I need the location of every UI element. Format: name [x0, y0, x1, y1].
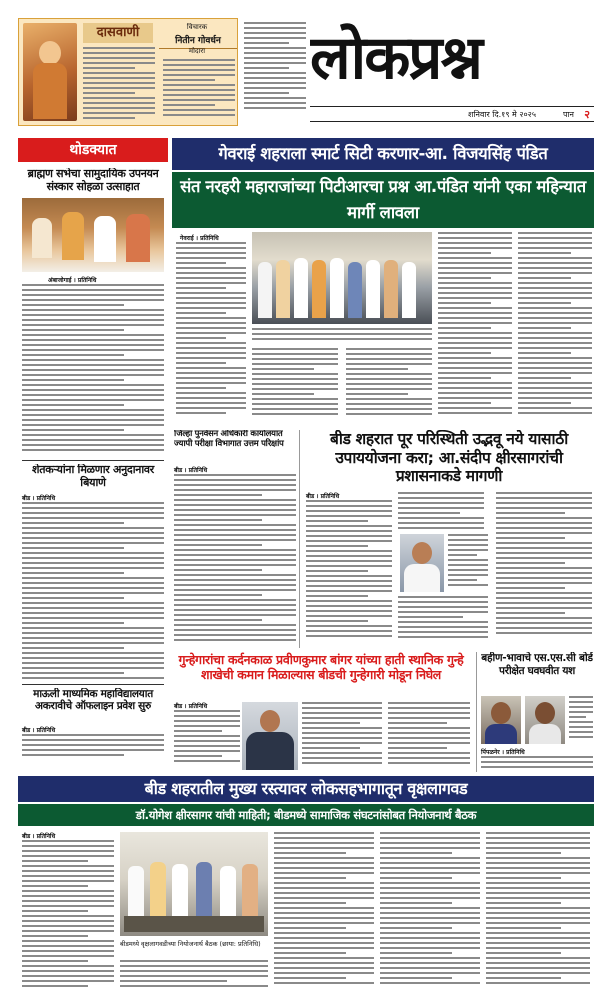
lead-text-col4	[438, 232, 512, 420]
notice-text	[174, 474, 296, 646]
beed-flood-story	[304, 430, 594, 648]
lead-text-col5	[518, 232, 592, 420]
beed-flood-text-col2b	[448, 534, 488, 592]
ceremony-photo	[22, 198, 164, 272]
story3-headline: माऊली माध्यमिक महाविद्यालयात अकरावीचे ऑफलाइन प्रवेश सुरु	[33, 688, 153, 713]
ad-name: नितीन गोवर्धन	[159, 33, 237, 49]
crime-text-col1	[174, 710, 240, 770]
masthead	[0, 0, 600, 132]
dasvani-text	[83, 47, 155, 121]
dasvani-ad	[18, 18, 238, 126]
crime-byline: बीड । प्रतिनिधि	[174, 703, 208, 710]
left-divider-1	[22, 460, 164, 461]
beed-flood-text-col2c	[398, 596, 488, 644]
exam-byline: पिंपळनेर । प्रतिनिधि	[481, 749, 525, 756]
story1-text	[22, 284, 164, 456]
story3-text	[22, 734, 164, 763]
crime-text-col3	[388, 702, 470, 770]
lead-story	[172, 138, 594, 424]
exam-text	[481, 756, 593, 772]
tree-text-col4	[380, 832, 480, 990]
exam-text-side	[569, 696, 593, 744]
date-bar	[310, 106, 594, 122]
beed-flood-text-col2	[398, 492, 484, 532]
beed-flood-byline: बीड । प्रतिनिधि	[306, 493, 340, 500]
left-divider-2	[22, 684, 164, 685]
story1-byline: अंबाजोगाई । प्रतिनिधि	[48, 277, 97, 284]
ad-name2: मोदारा	[188, 47, 206, 55]
tree-story	[18, 776, 594, 994]
lead-text-col3	[346, 348, 432, 420]
dasvani-title: दासवाणी	[83, 23, 153, 43]
lead-text-col1	[176, 242, 246, 420]
tree-text-col2	[120, 960, 268, 990]
left-column	[18, 138, 168, 763]
notice-story	[172, 430, 300, 648]
lead-banner: संत नरहरी महाराजांच्या पिटीआरचा प्रश्न आ.पंडित यांनी एका महिन्यात मार्गी लावला	[172, 172, 594, 228]
tree-byline: बीड । प्रतिनिधि	[22, 833, 56, 840]
tree-text-col5	[486, 832, 590, 990]
ad-text-right	[163, 59, 235, 121]
tree-meeting-photo	[120, 832, 268, 936]
lead-text-col2	[252, 348, 338, 420]
date: शनिवार दि.१९ मे २०२५	[468, 110, 536, 119]
page-number: २	[584, 108, 590, 121]
lead-headline: गेवराई शहराला स्मार्ट सिटी करणार-आ. विजयसिंह पंडित	[172, 138, 594, 170]
beed-flood-text-col3	[496, 492, 592, 644]
mla-portrait	[400, 534, 444, 592]
meeting-photo	[252, 232, 432, 324]
page-label: पान	[562, 110, 574, 119]
story2-text	[22, 502, 164, 682]
student-photo-boy	[525, 696, 565, 744]
tree-banner: डॉ.योगेश क्षीरसागर यांची माहिती; बीडमध्ये सामाजिक संघटनांसोबत नियोजनार्थ बैठक	[18, 804, 594, 826]
newspaper-title: लोकप्रश्न	[310, 23, 481, 93]
name-label: विचारक	[186, 23, 208, 31]
section-header: थोडक्यात	[18, 138, 168, 162]
tree-text-col1	[22, 840, 114, 990]
crime-headline: गुन्हेगारांचा कर्दनकाळ प्रवीणकुमार बांगर यांच्या हाती स्थानिक गुन्हे शाखेची कमान मिळाल्यास बीडची गुन्हेगारी मोडून निघेल	[178, 652, 464, 683]
crime-story	[172, 652, 472, 772]
notice-headline: जिल्हा पुनर्वसन अधिकारी कार्यालयात ज्यापी परीक्षा विभागात उत्तम परिक्षांप	[174, 430, 284, 449]
beed-flood-text-col1	[306, 500, 392, 644]
student-photo-girl	[481, 696, 521, 744]
crime-text-col2	[302, 702, 382, 770]
saint-portrait	[23, 23, 77, 121]
masthead-notice-text	[244, 22, 306, 118]
story1-headline: ब्राह्मण सभेचा सामुदायिक उपनयन संस्कार सोहळा उत्साहात	[27, 168, 159, 193]
exam-story	[476, 652, 594, 772]
lead-byline: गेवराई । प्रतिनिधि	[180, 235, 219, 242]
story2-byline: बीड । प्रतिनिधि	[22, 495, 56, 502]
exam-headline: बहीण-भावाचे एस.एस.सी बोर्ड परीक्षेत घवघवीत यश	[481, 652, 593, 677]
tree-headline: बीड शहरातील मुख्य रस्त्यावर लोकसहभागातून वृक्षलागवड	[18, 776, 594, 802]
beed-flood-headline: बीड शहरात पूर परिस्थिती उद्भवू नये यासाठी उपाययोजना करा; आ.संदीप क्षीरसागरांची प्रशासनाकडे मागणी	[330, 430, 568, 486]
lead-caption	[252, 328, 432, 344]
story2-headline: शेतकऱ्यांना मिळणार अनुदानावर बियाणे	[32, 464, 154, 489]
story3-byline: बीड । प्रतिनिधि	[22, 727, 56, 734]
officer-portrait	[242, 702, 298, 770]
notice-byline: बीड । प्रतिनिधि	[174, 467, 208, 474]
tree-caption: बीडमध्ये वृक्षलागवडीच्या नियोजनार्थ बैठक (छाया: प्रतिनिधि)	[120, 940, 261, 948]
tree-text-col3	[274, 832, 374, 990]
